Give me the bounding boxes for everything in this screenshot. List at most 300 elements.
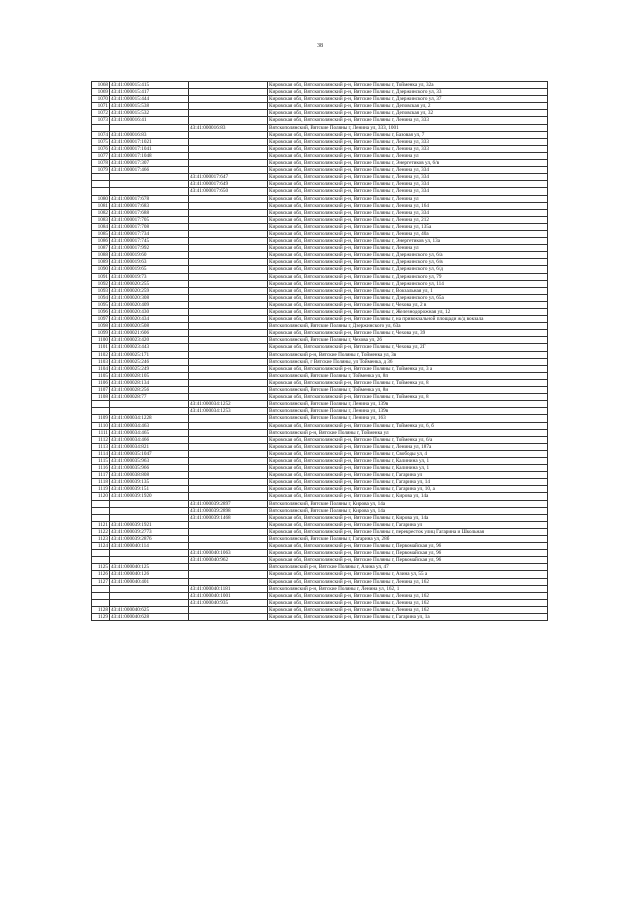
table-row <box>92 550 548 557</box>
linked-cadastral-number <box>189 223 268 230</box>
address-cell: Вятскополянский, Вятские Поляны г, Дзержинского ул, 63а <box>268 323 548 330</box>
linked-cadastral-number <box>189 259 268 266</box>
cadastral-number: 43:41:000017:678 <box>110 195 189 202</box>
table-row <box>92 259 548 266</box>
address-cell: Кировская обл, Вятскополянский р-н, Вятские Поляны г, Энергетиков ул, 13а <box>268 238 548 245</box>
address-cell: Кировская обл, Вятскополянский р-н, Вятские Поляны г, Ленина ул, 334 <box>268 188 548 195</box>
cadastral-number <box>110 557 189 564</box>
table-row <box>92 514 548 521</box>
address-cell: Вятскополянский р-н, Вятские Поляны г, Тойменка ул, 3в <box>268 351 548 358</box>
address-cell: Кировская обл, Вятскополянский р-н, Вятские Поляны г, Первомайская ул, 96 <box>268 543 548 550</box>
address-cell: Кировская обл, Вятскополянский р-н, Вятские Поляны г, Первомайская ул, 96 <box>268 550 548 557</box>
table-row <box>92 117 548 124</box>
table-row <box>92 245 548 252</box>
table-row <box>92 592 548 599</box>
linked-cadastral-number <box>189 415 268 422</box>
address-cell: Кировская обл, Вятскополянский р-н, Вятские Поляны г, Ленина ул, 334 <box>268 209 548 216</box>
table-row <box>92 103 548 110</box>
row-number <box>92 174 110 181</box>
row-number: 1106 <box>92 379 110 386</box>
cadastral-number: 43:41:000015:444 <box>110 96 189 103</box>
cadastral-number: 43:41:000040:401 <box>110 578 189 585</box>
row-number: 1127 <box>92 578 110 585</box>
linked-cadastral-number <box>189 287 268 294</box>
linked-cadastral-number: 43:41:000039:2898 <box>189 507 268 514</box>
address-cell: Кировская обл, Вятскополянский р-н, Вятские Поляны г, Кирова ул, 14а <box>268 493 548 500</box>
row-number <box>92 507 110 514</box>
table-row <box>92 216 548 223</box>
linked-cadastral-number <box>189 82 268 89</box>
table-row <box>92 223 548 230</box>
row-number: 1095 <box>92 301 110 308</box>
row-number: 1120 <box>92 493 110 500</box>
row-number: 1083 <box>92 216 110 223</box>
table-row <box>92 195 548 202</box>
row-number: 1092 <box>92 280 110 287</box>
linked-cadastral-number: 43:41:000040:1001 <box>189 592 268 599</box>
row-number: 1094 <box>92 294 110 301</box>
address-cell: Кировская обл, Вятскополянский р-н, Вятские Поляны г, Дзержинского ул, 6/д <box>268 266 548 273</box>
cadastral-number <box>110 585 189 592</box>
linked-cadastral-number <box>189 138 268 145</box>
linked-cadastral-number <box>189 457 268 464</box>
row-number: 1117 <box>92 472 110 479</box>
table-row <box>92 273 548 280</box>
cadastral-number: 43:41:000040:625 <box>110 606 189 613</box>
address-cell: Кировская обл, Вятскополянский р-н, Вятские Поляны г, Калинина ул, 1 <box>268 465 548 472</box>
table-row <box>92 379 548 386</box>
address-cell: Кировская обл, Вятскополянский р-н, Вятские Поляны г, Дзержинского ул, 37 <box>268 96 548 103</box>
row-number: 1129 <box>92 614 110 621</box>
registry-table <box>91 81 548 621</box>
table-row <box>92 408 548 415</box>
table-row <box>92 131 548 138</box>
linked-cadastral-number <box>189 273 268 280</box>
linked-cadastral-number <box>189 316 268 323</box>
cadastral-number: 43:41:000017:466 <box>110 167 189 174</box>
row-number: 1085 <box>92 230 110 237</box>
table-row <box>92 365 548 372</box>
row-number: 1070 <box>92 96 110 103</box>
address-cell: Кировская обл, Вятскополянский р-н, Вятские Поляны г, Дзержинского ул, 33 <box>268 89 548 96</box>
table-row <box>92 301 548 308</box>
cadastral-number: 43:41:000039:1921 <box>110 521 189 528</box>
row-number <box>92 188 110 195</box>
address-cell: Кировская обл, Вятскополянский р-н, Вятские Поляны г, Тойменка ул, 32а <box>268 82 548 89</box>
table-row <box>92 599 548 606</box>
address-cell: Кировская обл, Вятскополянский р-н, Вятские Поляны г, Дзержинского ул, 65а <box>268 294 548 301</box>
row-number <box>92 124 110 131</box>
linked-cadastral-number <box>189 578 268 585</box>
linked-cadastral-number <box>189 372 268 379</box>
linked-cadastral-number <box>189 230 268 237</box>
address-cell: Кировская обл, Вятскополянский р-н, Вятские Поляны г, Ленина ул, 162 <box>268 592 548 599</box>
linked-cadastral-number <box>189 486 268 493</box>
row-number: 1080 <box>92 195 110 202</box>
row-number <box>92 599 110 606</box>
row-number: 1108 <box>92 394 110 401</box>
table-row <box>92 230 548 237</box>
table-row <box>92 124 548 131</box>
address-cell: Вятскополянский р-н, Вятские Поляны г, Азина ул, 47 <box>268 564 548 571</box>
table-row <box>92 614 548 621</box>
row-number: 1073 <box>92 117 110 124</box>
cadastral-number: 43:41:000040:114 <box>110 543 189 550</box>
cadastral-number: 43:41:000025:246 <box>110 358 189 365</box>
linked-cadastral-number <box>189 103 268 110</box>
linked-cadastral-number <box>189 89 268 96</box>
table-row <box>92 422 548 429</box>
cadastral-number: 43:41:000017:683 <box>110 202 189 209</box>
cadastral-number: 43:41:000034:466 <box>110 436 189 443</box>
cadastral-number: 43:41:000020:430 <box>110 309 189 316</box>
linked-cadastral-number <box>189 436 268 443</box>
address-cell: Вятскополянский, Вятские Поляны г, Ленина ул, 163 <box>268 415 548 422</box>
linked-cadastral-number <box>189 202 268 209</box>
row-number <box>92 585 110 592</box>
address-cell: Вятскополянский, Вятские Поляны г, Тойменка ул, 8и <box>268 387 548 394</box>
linked-cadastral-number <box>189 209 268 216</box>
cadastral-number: 43:41:000039:151 <box>110 486 189 493</box>
row-number: 1090 <box>92 266 110 273</box>
row-number: 1121 <box>92 521 110 528</box>
cadastral-number: 43:41:000020:308 <box>110 294 189 301</box>
table-row <box>92 578 548 585</box>
linked-cadastral-number <box>189 521 268 528</box>
row-number: 1112 <box>92 436 110 443</box>
table-row <box>92 536 548 543</box>
cadastral-number: 43:41:000028:256 <box>110 387 189 394</box>
cadastral-number: 43:41:000017:1041 <box>110 145 189 152</box>
linked-cadastral-number <box>189 358 268 365</box>
table-row <box>92 401 548 408</box>
cadastral-number: 43:41:000028:134 <box>110 379 189 386</box>
address-cell: Кировская обл, Вятскополянский р-н, Вятские Поляны г, Ленина ул, 334 <box>268 181 548 188</box>
linked-cadastral-number <box>189 614 268 621</box>
cadastral-number: 43:41:000023:443 <box>110 344 189 351</box>
address-cell: Вятскополянский, Вятские Поляны г, Ленина ул, 333, 1001 <box>268 124 548 131</box>
row-number: 1071 <box>92 103 110 110</box>
cadastral-number: 43:41:000040:628 <box>110 614 189 621</box>
cadastral-number <box>110 507 189 514</box>
address-cell: Кировская обл, Вятскополянский р-н, Вятские Поляны г, Первомайская ул, 96 <box>268 557 548 564</box>
table-row <box>92 287 548 294</box>
linked-cadastral-number <box>189 443 268 450</box>
cadastral-number: 43:41:000028:105 <box>110 372 189 379</box>
table-row <box>92 507 548 514</box>
address-cell: Кировская обл, Вятскополянский р-н, Вятские Поляны г, Дзержинского ул, 6/в <box>268 259 548 266</box>
address-cell: Кировская обл, Вятскополянский р-н, Вятские Поляны г, Тойменка ул, 3 а <box>268 365 548 372</box>
table-row <box>92 181 548 188</box>
row-number: 1124 <box>92 543 110 550</box>
address-cell: Кировская обл, Вятскополянский р-н, Вятские Поляны г, Базовая ул, 7 <box>268 131 548 138</box>
address-cell: Кировская обл, Вятскополянский р-н, Вятские Поляны г, Ленина ул, 334 <box>268 167 548 174</box>
table-row <box>92 351 548 358</box>
row-number: 1072 <box>92 110 110 117</box>
row-number: 1086 <box>92 238 110 245</box>
address-cell: Вятскополянский, Вятские Поляны г, Ленина ул, 139в <box>268 408 548 415</box>
address-cell: Кировская обл, Вятскополянский р-н, Вятские Поляны г, Ленина ул, 40а <box>268 230 548 237</box>
row-number: 1122 <box>92 528 110 535</box>
table-row <box>92 160 548 167</box>
row-number: 1082 <box>92 209 110 216</box>
cadastral-number: 43:41:000034:463 <box>110 422 189 429</box>
cadastral-number <box>110 500 189 507</box>
cadastral-number: 43:41:000017:745 <box>110 238 189 245</box>
linked-cadastral-number <box>189 252 268 259</box>
table-row <box>92 528 548 535</box>
address-cell: Вятскополянский, Вятские Поляны г, Тойменка ул, 8п <box>268 372 548 379</box>
cadastral-number: 43:41:000028:77 <box>110 394 189 401</box>
row-number: 1128 <box>92 606 110 613</box>
row-number: 1101 <box>92 344 110 351</box>
row-number: 1093 <box>92 287 110 294</box>
cadastral-number: 43:41:000019:60 <box>110 252 189 259</box>
linked-cadastral-number <box>189 238 268 245</box>
address-cell: Кировская обл, Вятскополянский р-н, Вятские Поляны г, Дзержинского ул, 6/а <box>268 252 548 259</box>
page-number: 38 <box>317 43 323 49</box>
linked-cadastral-number <box>189 294 268 301</box>
table-row <box>92 472 548 479</box>
address-cell: Вятскополянский р-н, Вятские Поляны г, Ленина ул, 162, 1 <box>268 585 548 592</box>
table-row <box>92 110 548 117</box>
table-row <box>92 309 548 316</box>
linked-cadastral-number: 43:41:000040:935 <box>189 599 268 606</box>
row-number: 1097 <box>92 316 110 323</box>
cadastral-number: 43:41:000025:249 <box>110 365 189 372</box>
linked-cadastral-number: 43:41:000034:1253 <box>189 408 268 415</box>
linked-cadastral-number <box>189 536 268 543</box>
row-number <box>92 550 110 557</box>
cadastral-number: 43:41:000017:734 <box>110 230 189 237</box>
row-number: 1104 <box>92 365 110 372</box>
address-cell: Кировская обл, Вятскополянский р-н, Вятские Поляны г, Ленина ул <box>268 195 548 202</box>
cadastral-number <box>110 592 189 599</box>
row-number: 1102 <box>92 351 110 358</box>
cadastral-number: 43:41:000017:1048 <box>110 152 189 159</box>
cadastral-number: 43:41:000019:63 <box>110 259 189 266</box>
address-cell: Кировская обл, Вятскополянский р-н, Вятские Поляны г, Тойменка ул, 8 <box>268 379 548 386</box>
table-row <box>92 521 548 528</box>
address-cell: Кировская обл, Вятскополянский р-н, Вятские Поляны г, Тойменка ул, 6/а <box>268 436 548 443</box>
address-cell: Кировская обл, Вятскополянский р-н, Вятские Поляны г, на привокзальной площади ж/д вокзала <box>268 316 548 323</box>
table-row <box>92 280 548 287</box>
cadastral-number: 43:41:000019:65 <box>110 266 189 273</box>
linked-cadastral-number: 43:41:000016:83 <box>189 124 268 131</box>
cadastral-number <box>110 599 189 606</box>
address-cell: Кировская обл, Вятскополянский р-н, Вятские Поляны г, Тойменка ул, 8 <box>268 394 548 401</box>
cadastral-number: 43:41:000039:135 <box>110 479 189 486</box>
row-number: 1074 <box>92 131 110 138</box>
table-row <box>92 543 548 550</box>
address-cell: Кировская обл, Вятскополянский р-н, Вятские Поляны г, Деповская ул, 2 <box>268 103 548 110</box>
row-number: 1109 <box>92 415 110 422</box>
table-row <box>92 238 548 245</box>
address-cell: Вятскополянский р-н, Вятские Поляны г, Тойменка ул <box>268 429 548 436</box>
cadastral-number <box>110 174 189 181</box>
cadastral-number: 43:41:000038:808 <box>110 472 189 479</box>
table-row <box>92 415 548 422</box>
linked-cadastral-number: 43:41:000039:1468 <box>189 514 268 521</box>
cadastral-number: 43:41:000015:532 <box>110 110 189 117</box>
table-row <box>92 557 548 564</box>
cadastral-number: 43:41:000016:41 <box>110 117 189 124</box>
address-cell: Вятскополянский, Вятские Поляны г, Гагарина ул, 28б <box>268 536 548 543</box>
table-row <box>92 252 548 259</box>
table-row <box>92 564 548 571</box>
linked-cadastral-number <box>189 216 268 223</box>
linked-cadastral-number <box>189 543 268 550</box>
row-number: 1119 <box>92 486 110 493</box>
address-cell: Кировская обл, Вятскополянский р-н, Вятские Поляны г, Ленина ул <box>268 152 548 159</box>
table-row <box>92 323 548 330</box>
cadastral-number: 43:41:000035:1047 <box>110 450 189 457</box>
table-row <box>92 344 548 351</box>
table-row <box>92 493 548 500</box>
table-row <box>92 294 548 301</box>
address-cell: Кировская обл, Вятскополянский р-н, Вятские Поляны г, Ленина ул, 135а <box>268 223 548 230</box>
row-number: 1069 <box>92 89 110 96</box>
address-cell: Вятскополянский, Вятские Поляны г, Ленина ул, 139в <box>268 401 548 408</box>
cadastral-number: 43:41:000020:409 <box>110 301 189 308</box>
row-number: 1091 <box>92 273 110 280</box>
address-cell: Кировская обл, Вятскополянский р-н, Вятские Поляны г, Гагарина ул <box>268 472 548 479</box>
registry-body <box>92 82 548 621</box>
address-cell: Кировская обл, Вятскополянский р-н, Вятские Поляны г, Ленина ул, 164 <box>268 202 548 209</box>
cadastral-number <box>110 550 189 557</box>
address-cell: Кировская обл, Вятскополянский р-н, Вятские Поляны г, Азина ул, 55 а <box>268 571 548 578</box>
row-number: 1078 <box>92 160 110 167</box>
address-cell: Кировская обл, Вятскополянский р-н, Вятские Поляны г, Энергетиков ул, 6/в <box>268 160 548 167</box>
linked-cadastral-number <box>189 195 268 202</box>
table-row <box>92 330 548 337</box>
linked-cadastral-number <box>189 145 268 152</box>
cadastral-number: 43:41:000034:1228 <box>110 415 189 422</box>
table-row <box>92 372 548 379</box>
cadastral-number <box>110 188 189 195</box>
address-cell: Кировская обл, Вятскополянский р-н, Вятские Поляны г, Вокзальная ул, 1 <box>268 287 548 294</box>
linked-cadastral-number <box>189 280 268 287</box>
linked-cadastral-number <box>189 472 268 479</box>
linked-cadastral-number <box>189 152 268 159</box>
linked-cadastral-number: 43:41:000040:962 <box>189 557 268 564</box>
address-cell: Кировская обл, Вятскополянский р-н, Вятские Поляны г, Деповская ул, 32 <box>268 110 548 117</box>
cadastral-number: 43:41:000040:126 <box>110 571 189 578</box>
linked-cadastral-number <box>189 379 268 386</box>
row-number: 1125 <box>92 564 110 571</box>
cadastral-number: 43:41:000039:2773 <box>110 528 189 535</box>
row-number: 1087 <box>92 245 110 252</box>
table-row <box>92 443 548 450</box>
cadastral-number: 43:41:000020:508 <box>110 323 189 330</box>
linked-cadastral-number: 43:41:000039:2897 <box>189 500 268 507</box>
linked-cadastral-number <box>189 110 268 117</box>
address-cell: Кировская обл, Вятскополянский р-н, Вятские Поляны г, Ленина ул, 212 <box>268 216 548 223</box>
row-number <box>92 408 110 415</box>
table-row <box>92 358 548 365</box>
linked-cadastral-number <box>189 117 268 124</box>
row-number: 1111 <box>92 429 110 436</box>
cadastral-number: 43:41:000017:708 <box>110 223 189 230</box>
address-cell: Кировская обл, Вятскополянский р-н, Вятские Поляны г, Гагарина ул <box>268 521 548 528</box>
linked-cadastral-number <box>189 301 268 308</box>
linked-cadastral-number <box>189 564 268 571</box>
address-cell: Кировская обл, Вятскополянский р-н, Вятские Поляны г, Тойменка ул, 6, б <box>268 422 548 429</box>
row-number: 1110 <box>92 422 110 429</box>
row-number: 1126 <box>92 571 110 578</box>
table-row <box>92 145 548 152</box>
row-number: 1113 <box>92 443 110 450</box>
row-number: 1098 <box>92 323 110 330</box>
cadastral-number: 43:41:000039:2876 <box>110 536 189 543</box>
table-row <box>92 188 548 195</box>
cadastral-number: 43:41:000017:705 <box>110 216 189 223</box>
address-cell: Кировская обл, Вятскополянский р-н, Вятские Поляны г, Чехова ул, 2Г <box>268 344 548 351</box>
cadastral-number: 43:41:000034:465 <box>110 429 189 436</box>
linked-cadastral-number <box>189 160 268 167</box>
cadastral-number <box>110 124 189 131</box>
table-row <box>92 89 548 96</box>
table-row <box>92 394 548 401</box>
table-row <box>92 585 548 592</box>
address-cell: Кировская обл, Вятскополянский р-н, Вятские Поляны г, Железнодорожная ул, 12 <box>268 309 548 316</box>
row-number: 1118 <box>92 479 110 486</box>
linked-cadastral-number <box>189 422 268 429</box>
table-row <box>92 167 548 174</box>
address-cell: Вятскополянский, г Вятские Поляны, ул Тойменка, д 36 <box>268 358 548 365</box>
table-row <box>92 479 548 486</box>
linked-cadastral-number <box>189 365 268 372</box>
address-cell: Кировская обл, Вятскополянский р-н, Вятские Поляны г, Ленина ул, 162 <box>268 606 548 613</box>
cadastral-number <box>110 408 189 415</box>
address-cell: Кировская обл, Вятскополянский р-н, Вятские Поляны г, Ленина ул, 187а <box>268 443 548 450</box>
cadastral-number: 43:41:000017:992 <box>110 245 189 252</box>
linked-cadastral-number: 43:41:000034:1252 <box>189 401 268 408</box>
linked-cadastral-number <box>189 450 268 457</box>
linked-cadastral-number: 43:41:000040:1063 <box>189 550 268 557</box>
address-cell: Кировская обл, Вятскополянский р-н, Вятские Поляны г, Ленина ул, 333 <box>268 145 548 152</box>
address-cell: Кировская обл, Вятскополянский р-н, Вятские Поляны г, Ленина ул <box>268 245 548 252</box>
row-number: 1114 <box>92 450 110 457</box>
linked-cadastral-number <box>189 571 268 578</box>
row-number: 1084 <box>92 223 110 230</box>
linked-cadastral-number <box>189 344 268 351</box>
table-row <box>92 152 548 159</box>
cadastral-number: 43:41:000019:73 <box>110 273 189 280</box>
address-cell: Кировская обл, Вятскополянский р-н, Вятские Поляны г, Ленина ул, 162 <box>268 599 548 606</box>
linked-cadastral-number <box>189 323 268 330</box>
row-number <box>92 592 110 599</box>
row-number <box>92 181 110 188</box>
cadastral-number: 43:41:000017:307 <box>110 160 189 167</box>
row-number <box>92 514 110 521</box>
cadastral-number: 43:41:000020:259 <box>110 287 189 294</box>
table-row <box>92 457 548 464</box>
table-row <box>92 486 548 493</box>
table-row <box>92 174 548 181</box>
table-row <box>92 266 548 273</box>
address-cell: Кировская обл, Вятскополянский р-н, Вятские Поляны г, Ленина ул, 162 <box>268 578 548 585</box>
cadastral-number: 43:41:000023:420 <box>110 337 189 344</box>
row-number: 1081 <box>92 202 110 209</box>
row-number: 1100 <box>92 337 110 344</box>
cadastral-number: 43:41:000020:434 <box>110 316 189 323</box>
row-number: 1099 <box>92 330 110 337</box>
linked-cadastral-number <box>189 266 268 273</box>
cadastral-number: 43:41:000039:1920 <box>110 493 189 500</box>
row-number: 1096 <box>92 309 110 316</box>
cadastral-number: 43:41:000020:255 <box>110 280 189 287</box>
